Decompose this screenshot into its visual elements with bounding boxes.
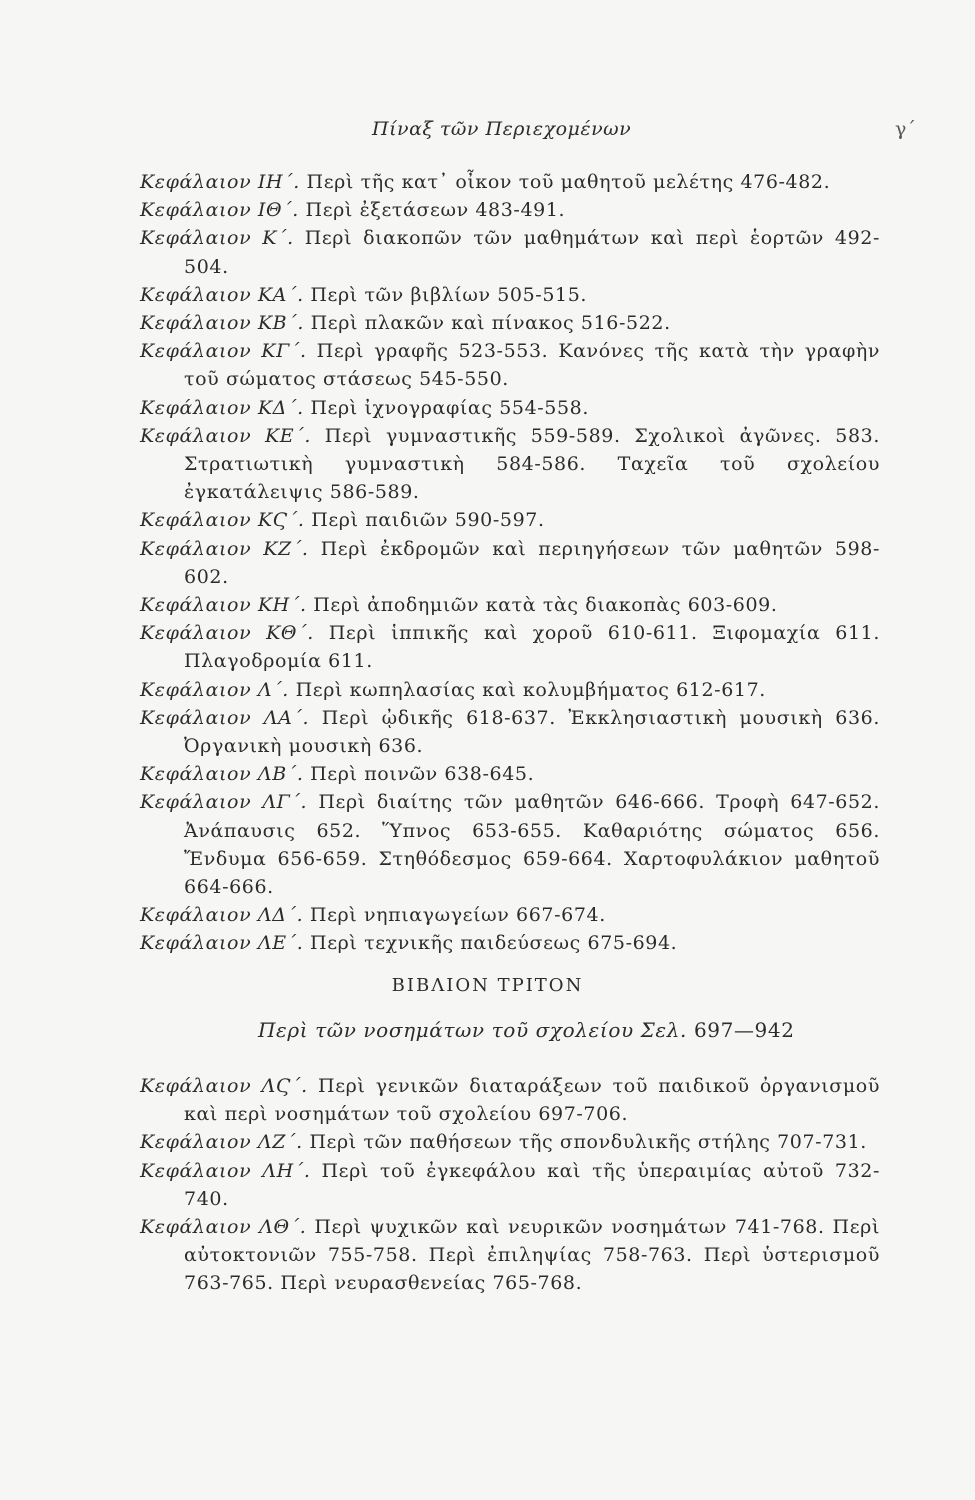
chapter-label: Κεφάλαιον Κ΄.	[140, 227, 294, 250]
chapter-label: Κεφάλαιον ΛΘ΄.	[140, 1216, 307, 1239]
contents-entry	[140, 591, 880, 619]
chapter-text: Περὶ τῶν παθήσεων τῆς σπονδυλικῆς στήλης 707-731.	[309, 1131, 867, 1154]
subtitle-page-range: 697—942	[693, 1018, 795, 1042]
running-head-title: Πίναξ τῶν Περιεχομένων	[372, 118, 632, 140]
chapter-text: Περὶ κωπηλασίας καὶ κολυμβήματος 612-617.	[295, 678, 766, 701]
contents-entry	[140, 506, 880, 534]
contents-list-book-three	[140, 1072, 880, 1298]
contents-entry	[140, 196, 880, 224]
chapter-text: Περὶ γυμναστικῆς 559-589. Σχολικοὶ ἀγῶνες. 583. Στρατιωτικὴ γυμναστικὴ 584-586. Ταχεῖα τοῦ σχολείου ἐγκατάλειψις 586-589.	[184, 424, 880, 504]
contents-entry	[140, 281, 880, 309]
contents-entry	[140, 224, 880, 280]
contents-entry	[140, 760, 880, 788]
chapter-text: Περὶ ἱππικῆς καὶ χοροῦ 610-611. Ξιφομαχία 611. Πλαγοδρομία 611.	[184, 622, 880, 673]
contents-entry	[140, 1157, 880, 1213]
chapter-label: Κεφάλαιον ΛΗ΄.	[140, 1159, 311, 1182]
subtitle-text: Περὶ τῶν νοσημάτων τοῦ σχολείου Σελ.	[258, 1018, 687, 1042]
contents-entry	[140, 1213, 880, 1298]
chapter-label: Κεφάλαιον ΛΒ΄.	[140, 763, 304, 786]
chapter-text: Περὶ τεχνικῆς παιδεύσεως 675-694.	[310, 932, 678, 955]
book-title: ΒΙΒΛΙΟΝ ΤΡΙΤΟΝ	[391, 975, 584, 996]
chapter-label: Κεφάλαιον ΚΗ΄.	[140, 594, 307, 617]
chapter-text: Περὶ ἐξετάσεων 483-491.	[305, 199, 566, 222]
chapter-label: Κεφάλαιον ΙΘ΄.	[140, 199, 299, 222]
contents-entry	[140, 619, 880, 675]
contents-entry	[140, 704, 880, 760]
chapter-text: Περὶ τῶν βιβλίων 505-515.	[310, 283, 588, 306]
chapter-label: Κεφάλαιον ΚΖ΄.	[140, 537, 309, 560]
chapter-text: Περὶ νηπιαγωγείων 667-674.	[309, 904, 606, 927]
chapter-text: Περὶ παιδιῶν 590-597.	[311, 509, 545, 532]
contents-entry	[140, 929, 880, 957]
chapter-text: Περὶ τῆς κατ᾽ οἶκον τοῦ μαθητοῦ μελέτης 476-482.	[306, 171, 831, 193]
book-subtitle	[258, 1018, 795, 1042]
chapter-label: Κεφάλαιον ΚϚ΄.	[140, 509, 305, 532]
chapter-text: Περὶ ἰχνογραφίας 554-558.	[310, 396, 590, 419]
chapter-label: Κεφάλαιον ΛΑ΄.	[140, 706, 310, 729]
chapter-label: Κεφάλαιον ΛΖ΄.	[140, 1131, 303, 1154]
chapter-label: Κεφάλαιον ΛΕ΄.	[140, 932, 304, 955]
page-number: γ΄	[895, 118, 916, 140]
chapter-label: Κεφάλαιον ΛΔ΄.	[140, 904, 304, 927]
contents-entry	[140, 337, 880, 393]
chapter-text: Περὶ πλακῶν καὶ πίνακος 516-522.	[310, 312, 671, 335]
chapter-text: Περὶ ᾠδικῆς 618-637. Ἐκκλησιαστικὴ μουσικὴ 636. Ὀργανικὴ μουσικὴ 636.	[184, 706, 881, 758]
chapter-text: Περὶ διαίτης τῶν μαθητῶν 646-666. Τροφὴ 647-652. Ἀνάπαυσις 652. Ὕπνος 653-655. Καθαριότης σώματος 656. Ἔνδυμα 656-659. Στηθόδεσμος 659-664. Χαρτοφυλάκιον μαθητοῦ 664-666.	[184, 791, 880, 899]
chapter-label: Κεφάλαιον ΚΕ΄.	[140, 424, 312, 447]
contents-entry	[140, 676, 880, 704]
chapter-label: Κεφάλαιον ΚΘ΄.	[140, 622, 314, 645]
chapter-label: Κεφάλαιον Λ΄.	[140, 678, 289, 701]
chapter-text: Περὶ ποινῶν 638-645.	[310, 763, 535, 786]
contents-entry	[140, 901, 880, 929]
chapter-label: Κεφάλαιον ΚΒ΄.	[140, 312, 304, 335]
chapter-label: Κεφάλαιον ΛϚ΄.	[140, 1075, 308, 1097]
contents-entry	[140, 1128, 880, 1156]
chapter-label: Κεφάλαιον ΛΓ΄.	[140, 791, 308, 814]
running-head	[0, 118, 975, 148]
contents-entry	[140, 394, 880, 422]
contents-entry	[140, 422, 880, 507]
contents-entry	[140, 168, 880, 196]
chapter-text: Περὶ ψυχικῶν καὶ νευρικῶν νοσημάτων 741-768. Περὶ αὐτοκτονιῶν 755-758. Περὶ ἐπιληψίας 758-763. Περὶ ὑστερισμοῦ 763-765. Περὶ νευρασθενείας 765-768.	[184, 1216, 880, 1295]
chapter-text: Περὶ ἀποδημιῶν κατὰ τὰς διακοπὰς 603-609.	[313, 594, 778, 617]
chapter-label: Κεφάλαιον ΚΓ΄.	[140, 340, 307, 363]
contents-entry	[140, 535, 880, 591]
chapter-text: Περὶ γενικῶν διαταράξεων τοῦ παιδικοῦ ὀργανισμοῦ καὶ περὶ νοσημάτων τοῦ σχολείου 697-706.	[184, 1075, 880, 1126]
chapter-text: Περὶ διακοπῶν τῶν μαθημάτων καὶ περὶ ἑορτῶν 492-504.	[184, 227, 880, 278]
chapter-label: Κεφάλαιον ΚΔ΄.	[140, 396, 304, 419]
chapter-text: Περὶ γραφῆς 523-553. Κανόνες τῆς κατὰ τὴν γραφὴν τοῦ σώματος στάσεως 545-550.	[184, 340, 881, 391]
contents-entry	[140, 788, 880, 901]
contents-list	[140, 168, 880, 958]
chapter-label: Κεφάλαιον ΚΑ΄.	[140, 283, 304, 306]
contents-entry	[140, 309, 880, 337]
chapter-label: Κεφάλαιον ΙΗ΄.	[140, 171, 300, 193]
chapter-text: Περὶ ἐκδρομῶν καὶ περιηγήσεων τῶν μαθητῶν 598-602.	[184, 537, 880, 588]
chapter-text: Περὶ τοῦ ἐγκεφάλου καὶ τῆς ὑπεραιμίας αὐτοῦ 732-740.	[184, 1159, 881, 1210]
contents-entry	[140, 1072, 880, 1128]
